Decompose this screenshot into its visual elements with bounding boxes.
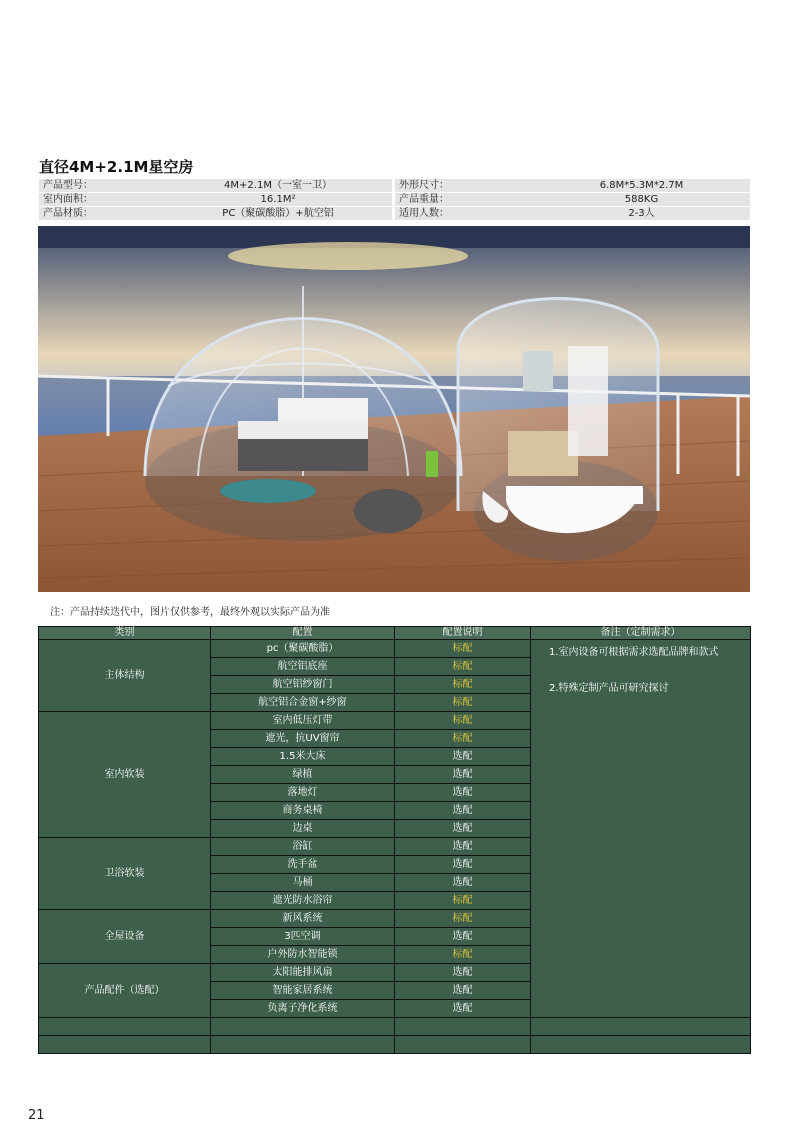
- item-status: 选配: [395, 982, 531, 1000]
- header-remarks: 备注（定制需求）: [531, 627, 751, 640]
- spec-value: 16.1M²: [164, 193, 392, 206]
- spec-label: 产品材质：: [39, 207, 164, 220]
- item-status: 选配: [395, 748, 531, 766]
- dome-house-illustration: [38, 226, 750, 592]
- item-name: 太阳能排风扇: [211, 964, 395, 982]
- item-name: 户外防水智能锁: [211, 946, 395, 964]
- spec-value: PC（聚碳酸脂）+航空铝: [164, 207, 392, 220]
- item-status: 选配: [395, 820, 531, 838]
- header-config: 配置: [211, 627, 395, 640]
- item-name: 智能家居系统: [211, 982, 395, 1000]
- spec-label: 产品重量：: [395, 193, 533, 206]
- item-status: 标配: [395, 658, 531, 676]
- page-title: 直径4M+2.1M星空房: [39, 158, 194, 176]
- item-name: 航空铝底座: [211, 658, 395, 676]
- item-status: 选配: [395, 928, 531, 946]
- header-category: 类别: [39, 627, 211, 640]
- item-name: 绿植: [211, 766, 395, 784]
- item-name: 室内低压灯带: [211, 712, 395, 730]
- disclaimer-note: 注：产品持续迭代中，图片仅供参考，最终外观以实际产品为准: [50, 607, 330, 618]
- empty-row: [39, 1036, 751, 1054]
- item-name: 3匹空调: [211, 928, 395, 946]
- spec-row: [39, 207, 750, 220]
- item-name: 遮光，抗UV窗帘: [211, 730, 395, 748]
- item-name: 边桌: [211, 820, 395, 838]
- item-status: 选配: [395, 784, 531, 802]
- remarks-cell: [531, 640, 751, 1018]
- spec-label: 室内面积：: [39, 193, 164, 206]
- item-name: 遮光防水浴帘: [211, 892, 395, 910]
- category-cell: 全屋设备: [39, 910, 211, 964]
- item-name: 洗手盆: [211, 856, 395, 874]
- empty-row: [39, 1018, 751, 1036]
- item-status: 选配: [395, 874, 531, 892]
- item-status: 标配: [395, 910, 531, 928]
- item-status: 标配: [395, 712, 531, 730]
- item-name: 航空铝合金窗+纱窗: [211, 694, 395, 712]
- remark-text: 1.室内设备可根据需求选配品牌和款式: [549, 647, 719, 658]
- item-status: 标配: [395, 946, 531, 964]
- item-status: 选配: [395, 964, 531, 982]
- table-row: [39, 640, 751, 658]
- page-number: 21: [28, 1108, 45, 1123]
- spec-label: 适用人数：: [395, 207, 533, 220]
- item-name: 马桶: [211, 874, 395, 892]
- spec-value: 588KG: [533, 193, 750, 206]
- item-status: 选配: [395, 802, 531, 820]
- product-photo: [38, 226, 750, 592]
- item-name: 航空铝纱窗门: [211, 676, 395, 694]
- category-cell: 产品配件（选配）: [39, 964, 211, 1018]
- category-cell: 室内软装: [39, 712, 211, 838]
- category-cell: 卫浴软装: [39, 838, 211, 910]
- header-config-note: 配置说明: [395, 627, 531, 640]
- item-name: 1.5米大床: [211, 748, 395, 766]
- spec-value: 2-3人: [533, 207, 750, 220]
- item-name: 浴缸: [211, 838, 395, 856]
- item-status: 选配: [395, 766, 531, 784]
- item-status: 标配: [395, 640, 531, 658]
- spec-row: [39, 179, 750, 192]
- category-cell: 主体结构: [39, 640, 211, 712]
- item-status: 标配: [395, 730, 531, 748]
- spec-label: 产品型号：: [39, 179, 164, 192]
- item-name: 新风系统: [211, 910, 395, 928]
- item-status: 标配: [395, 676, 531, 694]
- table-header-row: [39, 627, 751, 640]
- item-status: 选配: [395, 838, 531, 856]
- item-status: 标配: [395, 892, 531, 910]
- item-name: 落地灯: [211, 784, 395, 802]
- item-status: 选配: [395, 1000, 531, 1018]
- spec-label: 外形尺寸：: [395, 179, 533, 192]
- spec-value: 4M+2.1M（一室一卫）: [164, 179, 392, 192]
- spec-value: 6.8M*5.3M*2.7M: [533, 179, 750, 192]
- configuration-table: [38, 626, 751, 1054]
- item-status: 选配: [395, 856, 531, 874]
- remark-text: 2.特殊定制产品可研究探讨: [549, 683, 669, 694]
- spec-row: [39, 193, 750, 206]
- item-status: 标配: [395, 694, 531, 712]
- spec-table: [39, 179, 750, 221]
- item-name: pc（聚碳酸脂）: [211, 640, 395, 658]
- item-name: 商务桌椅: [211, 802, 395, 820]
- item-name: 负离子净化系统: [211, 1000, 395, 1018]
